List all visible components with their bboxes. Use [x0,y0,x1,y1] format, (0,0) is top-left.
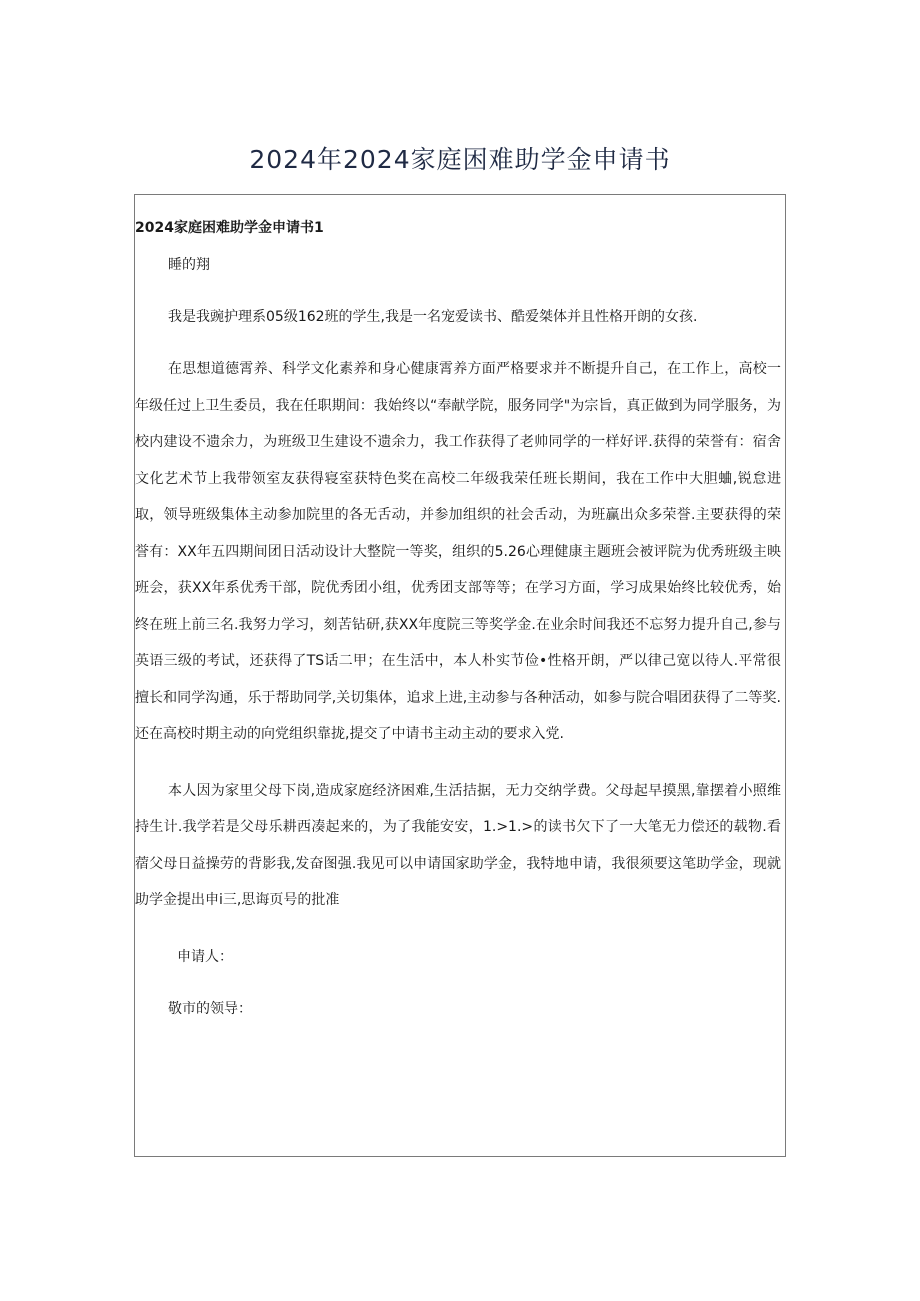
salutation: 睡的翔 [168,257,210,273]
closing-salutation: 敬市的领导： [168,1000,252,1017]
applicant-label: 申请人： [177,948,233,965]
hardship-paragraph: 本人因为家里父母下岗,造成家庭经济困难,生活拮据，无力交纳学费。父母起早摸黑,靠摆着小照维持生计.我学若是父母乐耕西凑起来的，为了我能安安，1.>1.>的读书欠下了一大笔无力偿还的载物.看蓿父母日益操劳的背影我,发奋图强.我见可以申请国家助学金，我特地申请，我很须要这笔助学金，现就助学金提出申i三,思诲页号的批准 [135,782,781,908]
achievements-paragraph: 在思想道德霄养、科学文化素养和身心健康霄养方面严格要求并不断提升自己，在工作上，高校一年级任过上卫生委员，我在任职期间：我始终以“奉献学院，服务同学"为宗旨，真正做到为同学服务，为校内建设不遗余力，为班级卫生建设不遗余力，我工作获得了老帅同学的一样好评.获得的荣誉有：宿舍文化艺术节上我带领室友获得寝室获特色奖在高校二年级我荣任班长期间，我在工作中大胆蛐,锐怠进取，领导班级集体主动参加院里的各无舌动，并参加组织的社会舌动，为班赢出众多荣誉.主要获得的荣誉有：XX年五四期间团日活动设计大整院一等奖，组织的5.26心理健康主题班会被评院为优秀班级主映班会，获XX年系优秀干部，院优秀团小组，优秀团支部等等；在学习方面，学习成果始终比较优秀，始终在班上前三名.我努力学习，刻苦钻研,获XX年度院三等奖学金.在业余时间我还不忘努力提升自己,参与英语三级的考试，还获得了TS话二甲；在生活中，本人朴实节俭•性格开朗，严以律己宽以待人.平常很擅长和同学沟通，乐于帮助同学,关切集体，追求上进,主动参与各种活动，如参与院合唱团获得了二等奖.还在高校时期主动的向党组织靠拢,提交了中请书主动主动的要求入党. [135,361,781,742]
section-heading: 2024家庭困难助学金申请书1 [135,220,324,236]
document-title: 2024年2024家庭困难助学金申请书 [249,145,671,174]
content-frame [134,194,786,1157]
intro-paragraph: 我是我豌护理系05级162班的学生,我是一名宠爱读书、酷爱桀体并且性格开朗的女孩. [168,309,698,325]
content-body [135,215,785,1023]
